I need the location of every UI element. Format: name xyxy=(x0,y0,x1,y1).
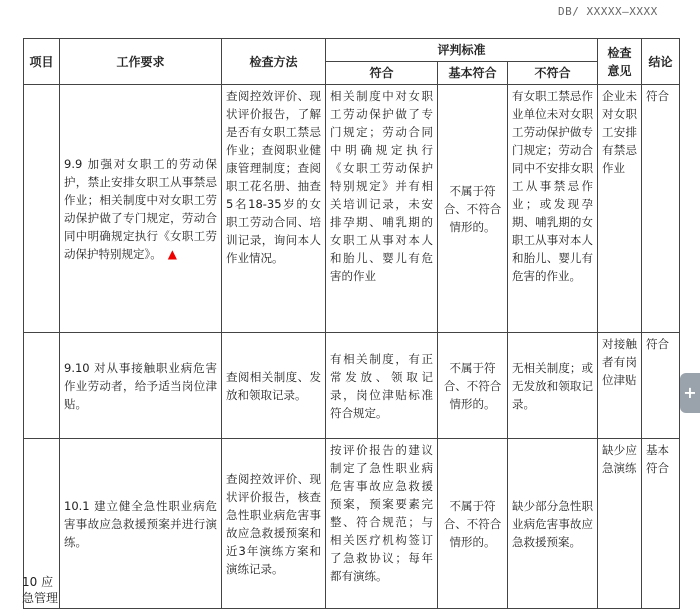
noncomply-cell: 有女职工禁忌作业单位未对女职工劳动保护做专门规定；劳动合同中不安排女职工从事禁忌作业；或发现孕期、哺乳期的女职工从事对本人和胎儿、婴儿有危害的作业。 xyxy=(508,85,598,333)
warning-triangle-icon: ▲ xyxy=(167,246,177,261)
table-row xyxy=(24,439,680,609)
project-cell xyxy=(24,439,60,609)
comply-cell: 相关制度中对女职工劳动保护做了专门规定；劳动合同中明确规定执行《女职工劳动保护特别规定》并有相关培训记录，未安排孕期、哺乳期的女职工从事对本人和胎儿、婴儿有危害的作业 xyxy=(326,85,438,333)
requirement-cell: 9.9 加强对女职工的劳动保护，禁止安排女职工从事禁忌作业；相关制度中对女职工劳动保护做了专门规定，劳动合同中明确规定执行《女职工劳动保护特别规定》。 ▲ xyxy=(60,85,222,333)
method-cell: 查阅控效评价、现状评价报告，了解是否有女职工禁忌作业；查阅职业健康管理制度；查阅职工花名册、抽查5名18-35岁的女职工劳动合同、培训记录，询问本人作业情况。 xyxy=(222,85,326,333)
opinion-cell: 缺少应急演练 xyxy=(598,439,642,609)
basic-cell: 不属于符合、不符合情形的。 xyxy=(438,439,508,609)
header-criteria: 评判标准 xyxy=(326,39,598,62)
noncomply-cell: 缺少部分急性职业病危害事故应急救援预案。 xyxy=(508,439,598,609)
noncomply-cell: 无相关制度；或无发放和领取记录。 xyxy=(508,333,598,439)
basic-cell: 不属于符合、不符合情形的。 xyxy=(438,85,508,333)
header-method: 检查方法 xyxy=(222,39,326,85)
project-cell xyxy=(24,85,60,333)
requirement-cell: 9.10 对从事接触职业病危害作业劳动者，给予适当岗位津贴。 xyxy=(60,333,222,439)
conclusion-cell: 符合 xyxy=(642,85,680,333)
conclusion-cell: 基本符合 xyxy=(642,439,680,609)
conclusion-cell: 符合 xyxy=(642,333,680,439)
comply-cell: 按评价报告的建议制定了急性职业病危害事故应急救援预案，预案要素完整、符合规范；与相关医疗机构签订了急救协议；每年都有演练。 xyxy=(326,439,438,609)
basic-cell: 不属于符合、不符合情形的。 xyxy=(438,333,508,439)
method-cell: 查阅相关制度、发放和领取记录。 xyxy=(222,333,326,439)
header-project: 项目 xyxy=(24,39,60,85)
document-id: DB/ XXXXX—XXXX xyxy=(558,5,658,18)
header-opinion: 检查意见 xyxy=(598,39,642,85)
header-basic: 基本符合 xyxy=(438,62,508,85)
inspection-table xyxy=(23,38,680,609)
table-row xyxy=(24,85,680,333)
opinion-cell: 企业未对女职工安排有禁忌作业 xyxy=(598,85,642,333)
requirement-cell: 10.1 建立健全急性职业病危害事故应急救援预案并进行演练。 xyxy=(60,439,222,609)
project-cell xyxy=(24,333,60,439)
expand-plus-icon[interactable]: + xyxy=(680,373,700,413)
header-comply: 符合 xyxy=(326,62,438,85)
header-conclusion: 结论 xyxy=(642,39,680,85)
project-label: 10 应急管理 xyxy=(22,575,59,605)
comply-cell: 有相关制度，有正常发放、领取记录，岗位津贴标准符合规定。 xyxy=(326,333,438,439)
header-requirement: 工作要求 xyxy=(60,39,222,85)
table-row xyxy=(24,333,680,439)
method-cell: 查阅控效评价、现状评价报告，核查急性职业病危害事故应急救援预案和近3年演练方案和演练记录。 xyxy=(222,439,326,609)
header-noncomply: 不符合 xyxy=(508,62,598,85)
opinion-cell: 对接触者有岗位津贴 xyxy=(598,333,642,439)
